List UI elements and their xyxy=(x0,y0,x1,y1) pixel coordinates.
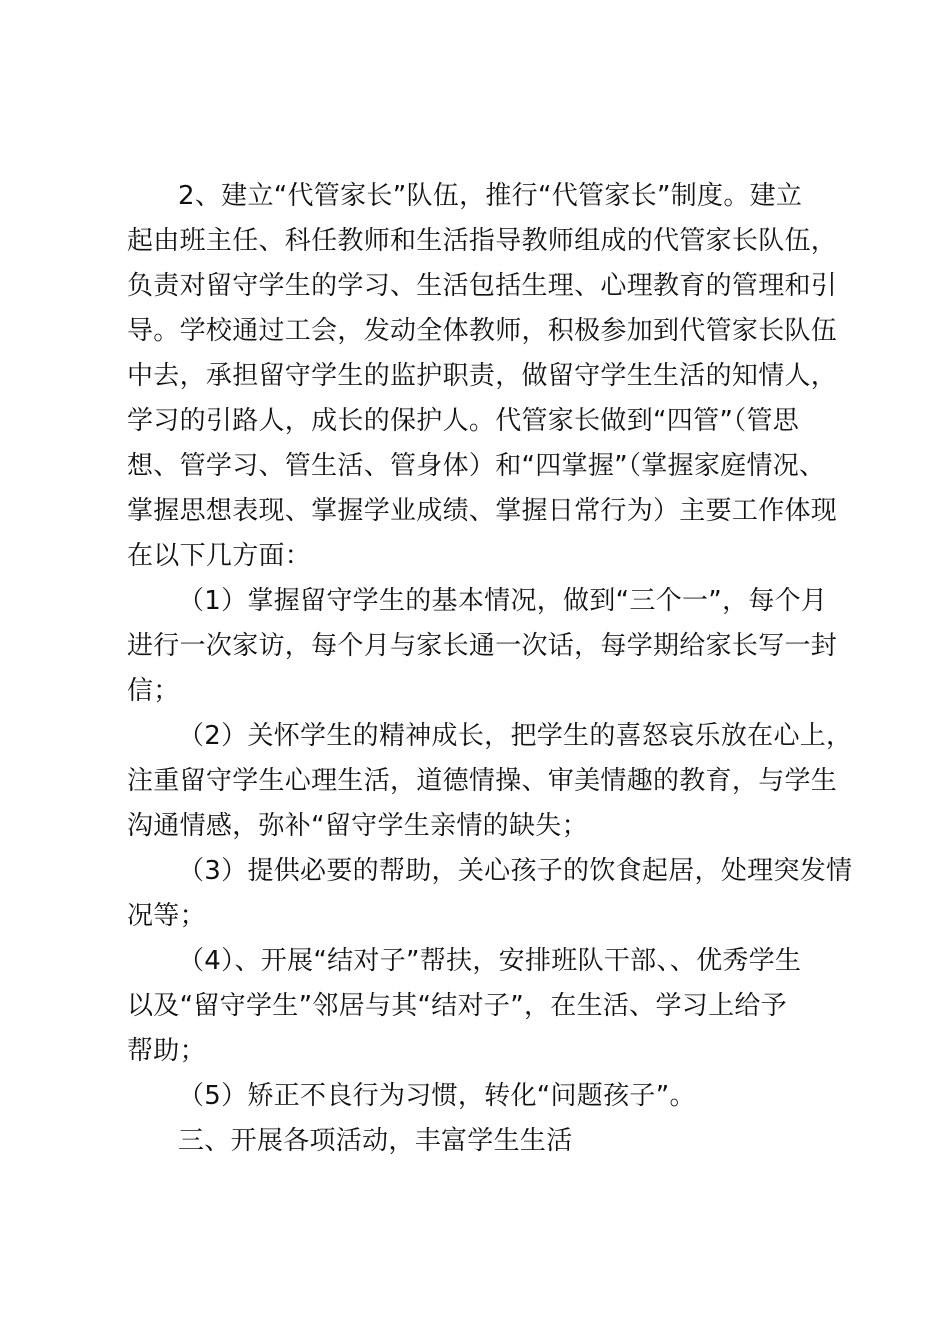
paragraph-2-line-6: 学习的引路人，成长的保护人。代管家长做到“四管”（管思 xyxy=(127,406,800,436)
item-3-line-1: （3）提供必要的帮助，关心孩子的饮食起居，处理突发情 xyxy=(178,856,853,886)
paragraph-2-line-9: 在以下几方面： xyxy=(127,541,312,571)
item-1-line-1: （1）掌握留守学生的基本情况，做到“三个一”，每个月 xyxy=(178,586,828,616)
item-1-line-2: 进行一次家访，每个月与家长通一次话，每学期给家长写一封 xyxy=(127,631,838,661)
paragraph-2-line-3: 负责对留守学生的学习、生活包括生理、心理教育的管理和引 xyxy=(127,271,838,301)
item-5-line-1: （5）矫正不良行为习惯，转化“问题孩子”。 xyxy=(178,1081,696,1111)
item-2-line-1: （2）关怀学生的精神成长，把学生的喜怒哀乐放在心上， xyxy=(178,721,853,751)
paragraph-2-line-2: 起由班主任、科任教师和生活指导教师组成的代管家长队伍， xyxy=(127,226,838,256)
item-2-line-2: 注重留守学生心理生活，道德情操、审美情趣的教育，与学生 xyxy=(127,766,838,796)
item-4-line-3: 帮助； xyxy=(127,1036,206,1066)
paragraph-2-line-7: 想、管学习、管生活、管身体）和“四掌握”（掌握家庭情况、 xyxy=(127,451,826,481)
paragraph-2-line-8: 掌握思想表现、掌握学业成绩、掌握日常行为）主要工作体现 xyxy=(127,496,838,526)
item-2-line-3: 沟通情感，弥补“留守学生亲情的缺失； xyxy=(127,811,588,841)
paragraph-2-line-4: 导。学校通过工会，发动全体教师，积极参加到代管家长队伍 xyxy=(127,316,838,346)
paragraph-2-line-5: 中去，承担留守学生的监护职责，做留守学生生活的知情人， xyxy=(127,361,838,391)
item-4-line-1: （4）、开展“结对子”帮扶，安排班队干部、、优秀学生 xyxy=(178,946,802,976)
section-3-heading: 三、开展各项活动，丰富学生生活 xyxy=(178,1126,573,1156)
item-1-line-3: 信； xyxy=(127,676,180,706)
paragraph-2-line-1: 2、建立“代管家长”队伍，推行“代管家长”制度。建立 xyxy=(178,181,803,211)
item-3-line-2: 况等； xyxy=(127,901,206,931)
item-4-line-2: 以及“留守学生”邻居与其“结对子”，在生活、学习上给予 xyxy=(127,991,787,1021)
